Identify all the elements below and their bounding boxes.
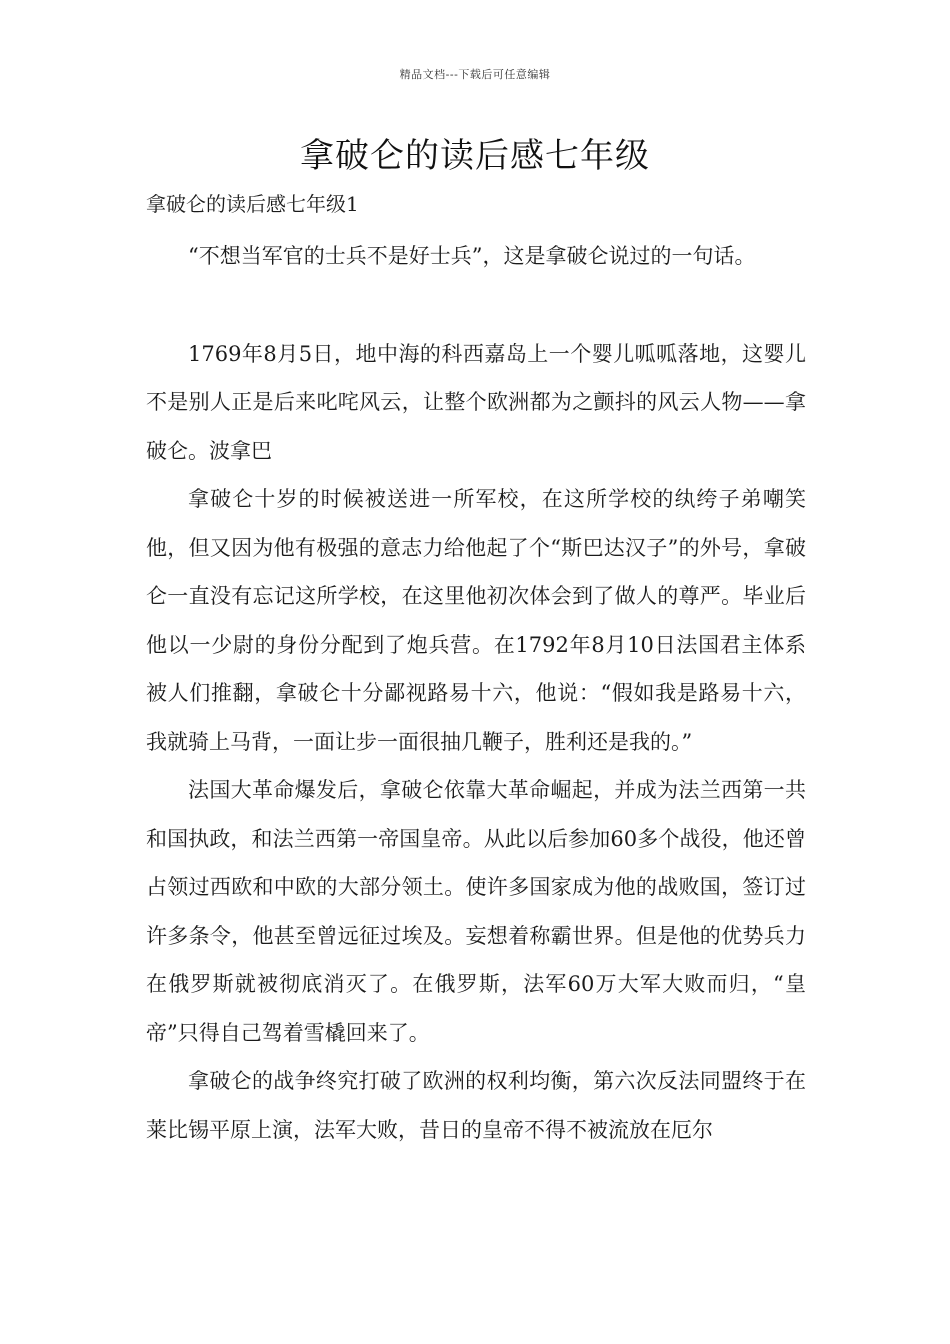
header-note: 精品文档---下载后可任意编辑 <box>399 68 551 81</box>
document-body <box>146 232 806 1154</box>
paragraph-revolution: 法国大革命爆发后，拿破仑依靠大革命崛起，并成为法兰西第一共和国执政，和法兰西第一帝国皇帝。从此以后参加60多个战役，他还曾占领过西欧和中欧的大部分领土。使许多国家成为他的战败国，签订过许多条令，他甚至曾远征过埃及。妄想着称霸世界。但是他的优势兵力在俄罗斯就被彻底消灭了。在俄罗斯，法军60万大军大败而归，“皇帝”只得自己驾着雪橇回来了。 <box>146 778 806 1045</box>
paragraph-birth: 1769年8月5日，地中海的科西嘉岛上一个婴儿呱呱落地，这婴儿不是别人正是后来叱咤风云，让整个欧洲都为之颤抖的风云人物——拿破仑。波拿巴 <box>146 341 806 463</box>
paragraph-military-school: 拿破仑十岁的时候被送进一所军校，在这所学校的纨绔子弟嘲笑他，但又因为他有极强的意志力给他起了个“斯巴达汉子”的外号，拿破仑一直没有忘记这所学校，在这里他初次体会到了做人的尊严。毕业后他以一少尉的身份分配到了炮兵营。在1792年8月10日法国君主体系被人们推翻，拿破仑十分鄙视路易十六，他说：“假如我是路易十六，我就骑上马背，一面让步一面很抽几鞭子，胜利还是我的。” <box>146 487 806 754</box>
paragraph-quote: “不想当军官的士兵不是好士兵”，这是拿破仑说过的一句话。 <box>188 244 756 268</box>
document-title: 拿破仑的读后感七年级 <box>300 136 650 176</box>
section-subtitle: 拿破仑的读后感七年级1 <box>146 192 359 216</box>
paragraph-defeat: 拿破仑的战争终究打破了欧洲的权利均衡，第六次反法同盟终于在莱比锡平原上演，法军大败，昔日的皇帝不得不被流放在厄尔 <box>146 1069 806 1142</box>
